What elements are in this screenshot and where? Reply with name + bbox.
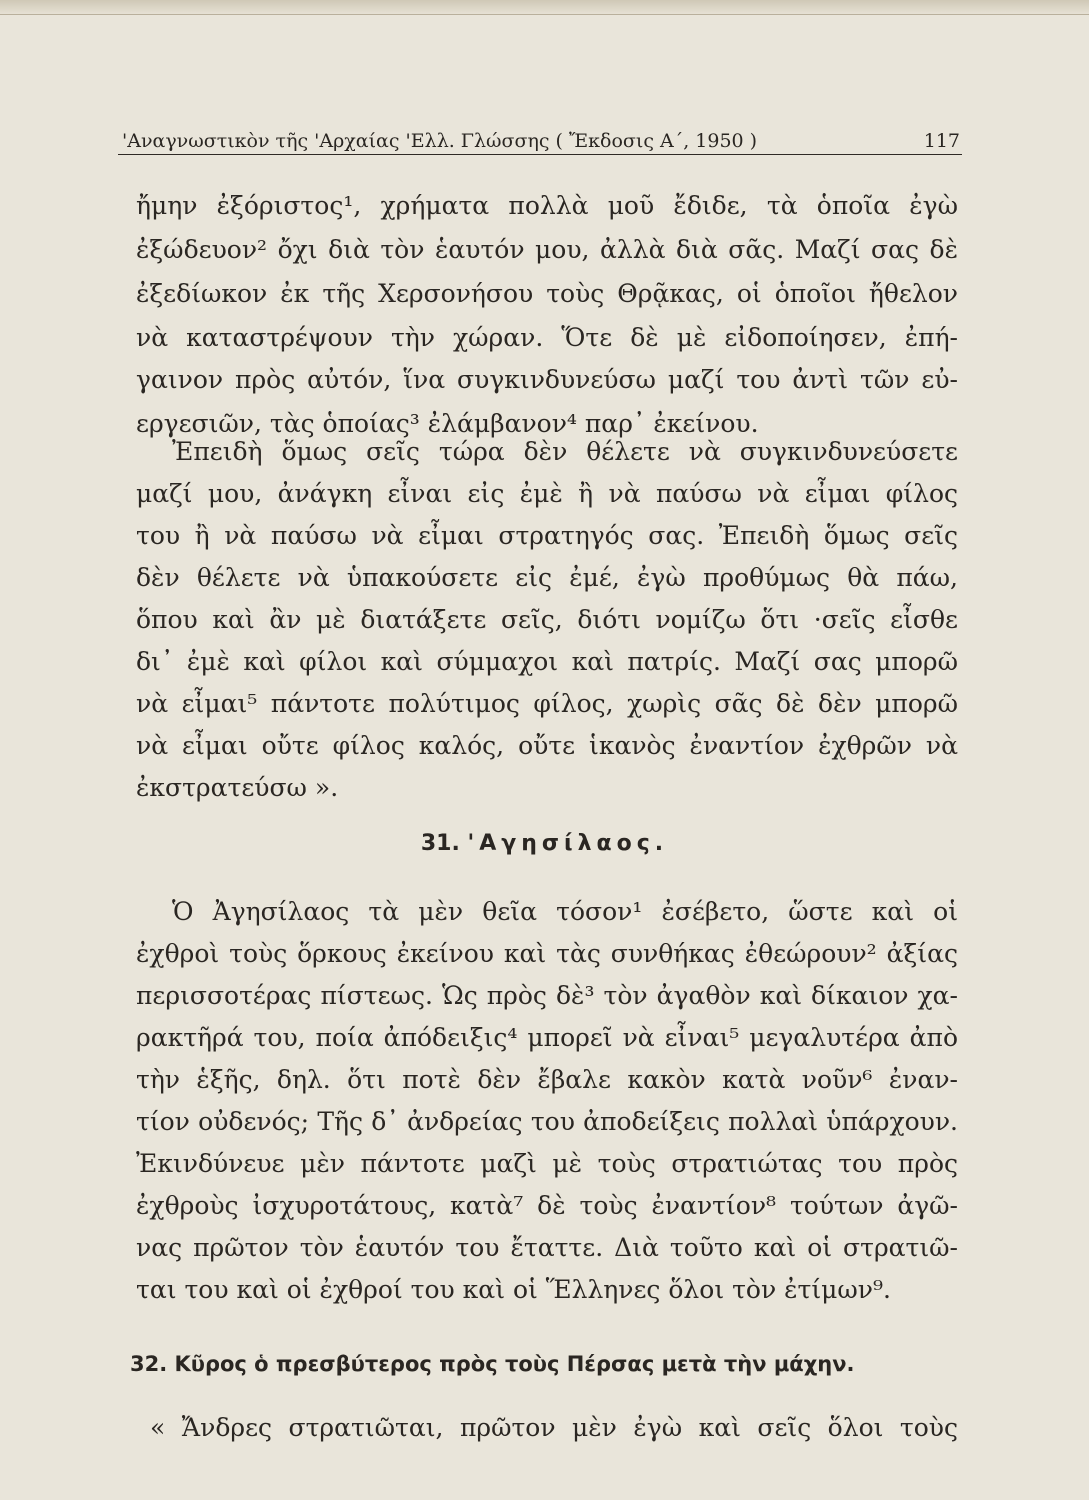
page-number: 117	[923, 130, 960, 152]
text-line: νας πρῶτον τὸν ἑαυτόν του ἔταττε. Διὰ τοῦτο καὶ οἱ στρατιῶ-	[136, 1233, 958, 1262]
section-31-title: 'Αγησίλαος.	[467, 831, 669, 856]
text-line: ἤμην ἐξόριστος¹, χρήματα πολλὰ μοῦ ἔδιδε, τὰ ὁποῖα ἐγὼ	[136, 191, 958, 220]
text-line-indented: Ἐπειδὴ ὅμως σεῖς τώρα δὲν θέλετε νὰ συγκινδυνεύσετε	[172, 437, 958, 466]
text-line: ται του καὶ οἱ ἐχθροί του καὶ οἱ Ἕλληνες ὅλοι τὸν ἐτίμων⁹.	[136, 1275, 891, 1304]
section-32-heading: 32. Κῦρος ὁ πρεσβύτερος πρὸς τοὺς Πέρσας μετὰ τὴν μάχην.	[130, 1352, 855, 1376]
text-line: ρακτῆρά του, ποία ἀπόδειξις⁴ μπορεῖ νὰ εἶναι⁵ μεγαλυτέρα ἀπὸ	[136, 1023, 958, 1052]
text-line: γαινον πρὸς αὐτόν, ἵνα συγκινδυνεύσω μαζί του ἀντὶ τῶν εὐ-	[136, 365, 958, 394]
text-line: περισσοτέρας πίστεως. Ὡς πρὸς δὲ³ τὸν ἀγαθὸν καὶ δίκαιον χα-	[136, 981, 958, 1010]
text-line: ἐκστρατεύσω ».	[136, 773, 339, 802]
running-head-title: 'Αναγνωστικὸν τῆς 'Αρχαίας 'Ελλ. Γλώσσης ( Ἔκδοσις Α΄, 1950 )	[122, 130, 758, 152]
text-line: τίον οὐδενός; Τῆς δ᾽ ἀνδρείας του ἀποδείξεις πολλαὶ ὑπάρχουν.	[136, 1107, 958, 1136]
text-line: εργεσιῶν, τὰς ὁποίας³ ἐλάμβανον⁴ παρ᾽ ἐκείνου.	[136, 409, 759, 438]
text-line: δὲν θέλετε νὰ ὑπακούσετε εἰς ἐμέ, ἐγὼ προθύμως θὰ πάω,	[136, 563, 958, 592]
text-line: Ἐκινδύνευε μὲν πάντοτε μαζὶ μὲ τοὺς στρατιώτας του πρὸς	[136, 1149, 958, 1178]
text-line: ἐχθροὺς ἰσχυροτάτους, κατὰ⁷ δὲ τοὺς ἐναντίον⁸ τούτων ἀγῶ-	[136, 1191, 958, 1220]
text-line: ἐχθροὶ τοὺς ὅρκους ἐκείνου καὶ τὰς συνθήκας ἐθεώρουν² ἀξίας	[136, 939, 958, 968]
text-line-indented: Ὁ Ἀγησίλαος τὰ μὲν θεῖα τόσον¹ ἐσέβετο, ὥστε καὶ οἱ	[172, 897, 958, 926]
section-31-heading	[0, 826, 1089, 862]
text-line: ἐξώδευον² ὄχι διὰ τὸν ἑαυτόν μου, ἀλλὰ διὰ σᾶς. Μαζί σας δὲ	[136, 235, 958, 264]
text-line: δι᾽ ἐμὲ καὶ φίλοι καὶ σύμμαχοι καὶ πατρίς. Μαζί σας μπορῶ	[136, 647, 958, 676]
text-line: ὅπου καὶ ἂν μὲ διατάξετε σεῖς, διότι νομίζω ὅτι ·σεῖς εἶσθε	[136, 605, 958, 634]
text-line: τὴν ἑξῆς, δηλ. ὅτι ποτὲ δὲν ἔβαλε κακὸν κατὰ νοῦν⁶ ἐναν-	[136, 1065, 958, 1094]
text-line: νὰ εἶμαι οὔτε φίλος καλός, οὔτε ἱκανὸς ἐναντίον ἐχθρῶν νὰ	[136, 731, 958, 760]
text-line: « Ἄνδρες στρατιῶται, πρῶτον μὲν ἐγὼ καὶ σεῖς ὅλοι τοὺς	[150, 1413, 958, 1442]
text-line: μαζί μου, ἀνάγκη εἶναι εἰς ἐμὲ ἢ νὰ παύσω νὰ εἶμαι φίλος	[136, 479, 958, 508]
text-line: ἐξεδίωκον ἐκ τῆς Χερσονήσου τοὺς Θρᾷκας, οἱ ὁποῖοι ἤθελον	[136, 279, 958, 308]
text-line: του ἢ νὰ παύσω νὰ εἶμαι στρατηγός σας. Ἐπειδὴ ὅμως σεῖς	[136, 521, 958, 550]
text-line: νὰ καταστρέψουν τὴν χώραν. Ὅτε δὲ μὲ εἰδοποίησεν, ἐπή-	[136, 323, 958, 352]
running-head	[118, 128, 962, 155]
section-31-number: 31.	[420, 831, 460, 856]
text-line: νὰ εἶμαι⁵ πάντοτε πολύτιμος φίλος, χωρὶς σᾶς δὲ δὲν μπορῶ	[136, 689, 958, 718]
